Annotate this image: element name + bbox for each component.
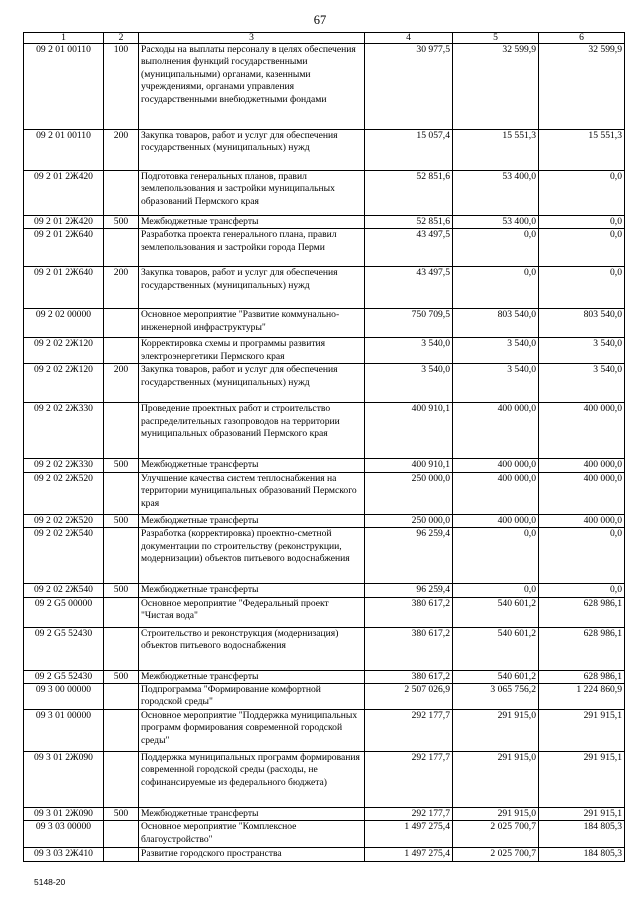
amount-col5-cell: 291 915,0 [453,808,539,821]
amount-col6-cell: 0,0 [539,528,625,584]
table-row [24,472,625,514]
amount-col6-cell: 291 915,1 [539,808,625,821]
classification-code-cell: 09 3 01 2Ж090 [24,752,104,808]
amount-col6-cell: 0,0 [539,229,625,267]
expense-type-cell [104,229,139,267]
amount-col6-cell: 3 540,0 [539,364,625,403]
amount-col5-cell: 2 025 700,7 [453,821,539,848]
item-name-cell: Подготовка генеральных планов, правил землепользования и застройки муниципальных образований Пермского края [139,171,365,216]
expense-type-cell [104,171,139,216]
table-row [24,710,625,752]
classification-code-cell: 09 2 01 2Ж640 [24,267,104,309]
column-number-row [24,33,625,44]
amount-col6-cell: 628 986,1 [539,627,625,670]
amount-col6-cell: 400 000,0 [539,403,625,459]
item-name-cell: Разработка (корректировка) проектно-сметной документации по строительству (реконструкции, модернизации) объектов питьевого водоснабжения [139,528,365,584]
amount-col5-cell: 32 599,9 [453,44,539,130]
amount-col6-cell: 291 915,1 [539,710,625,752]
amount-col5-cell: 0,0 [453,229,539,267]
amount-col4-cell: 43 497,5 [365,267,453,309]
expense-type-cell [104,848,139,861]
amount-col4-cell: 380 617,2 [365,670,453,683]
amount-col6-cell: 628 986,1 [539,670,625,683]
classification-code-cell: 09 3 03 00000 [24,821,104,848]
item-name-cell: Основное мероприятие "Комплексное благоустройство" [139,821,365,848]
table-row [24,229,625,267]
amount-col5-cell: 3 540,0 [453,364,539,403]
amount-col4-cell: 380 617,2 [365,597,453,627]
expense-type-cell [104,403,139,459]
amount-col6-cell: 400 000,0 [539,472,625,514]
amount-col6-cell: 1 224 860,9 [539,684,625,710]
item-name-cell: Поддержка муниципальных программ формирования современной городской среды (расходы, не софинансируемые из федерального бюджета) [139,752,365,808]
amount-col4-cell: 292 177,7 [365,808,453,821]
amount-col5-cell: 400 000,0 [453,459,539,472]
table-row [24,216,625,229]
item-name-cell: Межбюджетные трансферты [139,670,365,683]
table-row [24,459,625,472]
amount-col4-cell: 400 910,1 [365,459,453,472]
classification-code-cell: 09 2 02 2Ж120 [24,338,104,364]
classification-code-cell: 09 2 02 2Ж520 [24,472,104,514]
amount-col5-cell: 0,0 [453,584,539,597]
expense-type-cell [104,528,139,584]
expense-type-cell: 500 [104,459,139,472]
amount-col6-cell: 3 540,0 [539,338,625,364]
item-name-cell: Корректировка схемы и программы развития электроэнергетики Пермского края [139,338,365,364]
expense-type-cell: 200 [104,267,139,309]
amount-col4-cell: 2 507 026,9 [365,684,453,710]
table-row [24,514,625,527]
amount-col6-cell: 184 805,3 [539,821,625,848]
item-name-cell: Закупка товаров, работ и услуг для обеспечения государственных (муниципальных) нужд [139,364,365,403]
amount-col4-cell: 250 000,0 [365,514,453,527]
expense-type-cell [104,309,139,338]
expense-type-cell: 100 [104,44,139,130]
amount-col4-cell: 400 910,1 [365,403,453,459]
amount-col4-cell: 292 177,7 [365,752,453,808]
column-header-1: 1 [24,33,104,44]
amount-col4-cell: 96 259,4 [365,584,453,597]
amount-col4-cell: 15 057,4 [365,130,453,171]
item-name-cell: Развитие городского пространства [139,848,365,861]
amount-col5-cell: 2 025 700,7 [453,848,539,861]
amount-col6-cell: 628 986,1 [539,597,625,627]
amount-col4-cell: 1 497 275,4 [365,848,453,861]
expense-type-cell [104,338,139,364]
amount-col6-cell: 400 000,0 [539,514,625,527]
amount-col6-cell: 32 599,9 [539,44,625,130]
expense-type-cell: 500 [104,584,139,597]
amount-col4-cell: 43 497,5 [365,229,453,267]
expense-type-cell [104,821,139,848]
expense-type-cell: 500 [104,808,139,821]
classification-code-cell: 09 2 02 2Ж540 [24,528,104,584]
item-name-cell: Межбюджетные трансферты [139,459,365,472]
table-row [24,267,625,309]
table-row [24,44,625,130]
table-row [24,627,625,670]
amount-col4-cell: 1 497 275,4 [365,821,453,848]
amount-col6-cell: 291 915,1 [539,752,625,808]
amount-col5-cell: 400 000,0 [453,472,539,514]
item-name-cell: Основное мероприятие "Поддержка муниципальных программ формирования современной городской среды" [139,710,365,752]
expense-type-cell: 500 [104,514,139,527]
table-row [24,808,625,821]
classification-code-cell: 09 3 01 2Ж090 [24,808,104,821]
classification-code-cell: 09 2 01 00110 [24,44,104,130]
classification-code-cell: 09 2 G5 00000 [24,597,104,627]
expense-type-cell [104,627,139,670]
table-row [24,821,625,848]
expense-type-cell [104,597,139,627]
budget-table [23,32,625,862]
expense-type-cell [104,684,139,710]
amount-col6-cell: 0,0 [539,267,625,309]
table-row [24,309,625,338]
amount-col4-cell: 380 617,2 [365,627,453,670]
amount-col5-cell: 53 400,0 [453,171,539,216]
classification-code-cell: 09 2 01 2Ж640 [24,229,104,267]
amount-col5-cell: 803 540,0 [453,309,539,338]
page-number: 67 [313,13,327,27]
expense-type-cell [104,472,139,514]
item-name-cell: Строительство и реконструкция (модернизация) объектов питьевого водоснабжения [139,627,365,670]
amount-col5-cell: 400 000,0 [453,403,539,459]
amount-col4-cell: 250 000,0 [365,472,453,514]
amount-col4-cell: 3 540,0 [365,338,453,364]
item-name-cell: Расходы на выплаты персоналу в целях обеспечения выполнения функций государственными (муниципальными) органами, казенными учреждениями, органами управления государственными внебюджетными фондами [139,44,365,130]
table-row [24,670,625,683]
classification-code-cell: 09 2 02 2Ж330 [24,403,104,459]
amount-col5-cell: 0,0 [453,528,539,584]
table-row [24,338,625,364]
item-name-cell: Закупка товаров, работ и услуг для обеспечения государственных (муниципальных) нужд [139,130,365,171]
amount-col5-cell: 291 915,0 [453,710,539,752]
expense-type-cell: 200 [104,130,139,171]
expense-type-cell: 500 [104,216,139,229]
amount-col6-cell: 0,0 [539,171,625,216]
table-row [24,364,625,403]
table-row [24,684,625,710]
amount-col4-cell: 52 851,6 [365,216,453,229]
column-header-4: 4 [365,33,453,44]
amount-col6-cell: 803 540,0 [539,309,625,338]
table-row [24,171,625,216]
amount-col5-cell: 400 000,0 [453,514,539,527]
item-name-cell: Основное мероприятие "Развитие коммунально-инженерной инфраструктуры" [139,309,365,338]
classification-code-cell: 09 2 01 2Ж420 [24,216,104,229]
column-header-6: 6 [539,33,625,44]
classification-code-cell: 09 2 02 2Ж520 [24,514,104,527]
classification-code-cell: 09 2 02 2Ж540 [24,584,104,597]
expense-type-cell: 200 [104,364,139,403]
classification-code-cell: 09 2 01 2Ж420 [24,171,104,216]
classification-code-cell: 09 2 02 2Ж120 [24,364,104,403]
table-row [24,584,625,597]
amount-col5-cell: 15 551,3 [453,130,539,171]
amount-col5-cell: 540 601,2 [453,627,539,670]
item-name-cell: Закупка товаров, работ и услуг для обеспечения государственных (муниципальных) нужд [139,267,365,309]
amount-col4-cell: 96 259,4 [365,528,453,584]
expense-type-cell: 500 [104,670,139,683]
amount-col6-cell: 184 805,3 [539,848,625,861]
item-name-cell: Проведение проектных работ и строительство распределительных газопроводов на территории муниципальных образований Пермского края [139,403,365,459]
amount-col5-cell: 53 400,0 [453,216,539,229]
amount-col6-cell: 0,0 [539,216,625,229]
item-name-cell: Разработка проекта генерального плана, правил землепользования и застройки города Перми [139,229,365,267]
document-code: 5148-20 [34,877,66,887]
classification-code-cell: 09 2 G5 52430 [24,627,104,670]
item-name-cell: Межбюджетные трансферты [139,808,365,821]
amount-col6-cell: 400 000,0 [539,459,625,472]
amount-col5-cell: 540 601,2 [453,670,539,683]
amount-col5-cell: 3 065 756,2 [453,684,539,710]
classification-code-cell: 09 3 01 00000 [24,710,104,752]
amount-col6-cell: 15 551,3 [539,130,625,171]
expense-type-cell [104,710,139,752]
amount-col6-cell: 0,0 [539,584,625,597]
item-name-cell: Основное мероприятие "Федеральный проект "Чистая вода" [139,597,365,627]
table-row [24,597,625,627]
item-name-cell: Улучшение качества систем теплоснабжения на территории муниципальных образований Пермского края [139,472,365,514]
table-row [24,848,625,861]
classification-code-cell: 09 2 G5 52430 [24,670,104,683]
item-name-cell: Межбюджетные трансферты [139,514,365,527]
amount-col4-cell: 52 851,6 [365,171,453,216]
column-header-3: 3 [139,33,365,44]
expense-type-cell [104,752,139,808]
amount-col4-cell: 3 540,0 [365,364,453,403]
table-row [24,403,625,459]
amount-col4-cell: 750 709,5 [365,309,453,338]
amount-col4-cell: 30 977,5 [365,44,453,130]
amount-col5-cell: 540 601,2 [453,597,539,627]
column-header-2: 2 [104,33,139,44]
table-row [24,130,625,171]
amount-col5-cell: 0,0 [453,267,539,309]
table-row [24,752,625,808]
table-row [24,528,625,584]
classification-code-cell: 09 2 01 00110 [24,130,104,171]
classification-code-cell: 09 2 02 2Ж330 [24,459,104,472]
item-name-cell: Межбюджетные трансферты [139,584,365,597]
amount-col4-cell: 292 177,7 [365,710,453,752]
column-header-5: 5 [453,33,539,44]
amount-col5-cell: 3 540,0 [453,338,539,364]
classification-code-cell: 09 2 02 00000 [24,309,104,338]
amount-col5-cell: 291 915,0 [453,752,539,808]
classification-code-cell: 09 3 00 00000 [24,684,104,710]
item-name-cell: Межбюджетные трансферты [139,216,365,229]
classification-code-cell: 09 3 03 2Ж410 [24,848,104,861]
item-name-cell: Подпрограмма "Формирование комфортной городской среды" [139,684,365,710]
